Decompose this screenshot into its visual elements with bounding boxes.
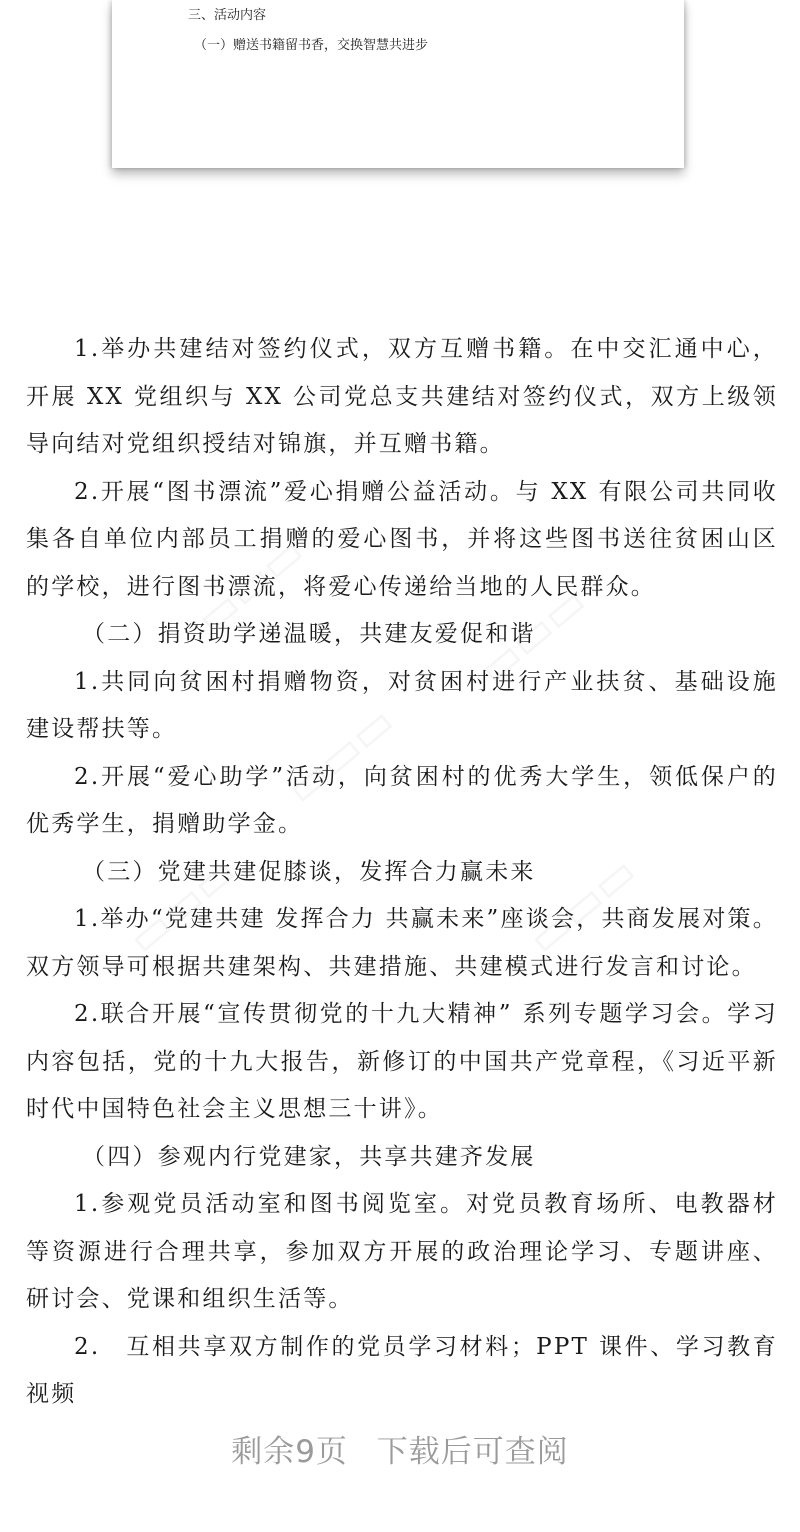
paragraph: 2.开展“图书漂流”爱心捐赠公益活动。与 XX 有限公司共同收集各自单位内部员工捐赠的爱心图书，并将这些图书送往贫困山区的学校，进行图书漂流，将爱心传递给当地的人民群众。 xyxy=(26,478,778,600)
paragraph: 2. 互相共享双方制作的党员学习材料；PPT 课件、学习教育视频 xyxy=(26,1333,778,1407)
remaining-pages-text: 剩余9页 xyxy=(231,1434,348,1470)
subsection-heading: （一）赠送书籍留书香，交换智慧共进步 xyxy=(194,38,429,53)
remaining-pages-banner[interactable] xyxy=(0,1426,800,1471)
document-body xyxy=(26,326,778,1419)
watermark-graphic: ▭▭▭ xyxy=(468,575,597,696)
page-preview-card xyxy=(112,0,684,168)
paragraph: 1.举办“党建共建 发挥合力 共赢未来”座谈会，共商发展对策。双方领导可根据共建架构、共建措施、共建模式进行发言和讨论。 xyxy=(26,906,778,980)
paragraph: 1.参观党员活动室和图书阅览室。对党员教育场所、电教器材等资源进行合理共享，参加双方开展的政治理论学习、专题讲座、研讨会、党课和组织生活等。 xyxy=(26,1191,778,1312)
subsection-title: （四）参观内行党建家，共享共建齐发展 xyxy=(82,1143,536,1170)
paragraph: 1.举办共建结对签约仪式，双方互赠书籍。在中交汇通中心，开展 XX 党组织与 XX 公司党总支共建结对签约仪式，双方上级领导向结对党组织授结对锦旗，并互赠书籍。 xyxy=(26,336,778,457)
watermark-graphic: ▭▭▭ xyxy=(518,845,647,966)
section-heading: 三、活动内容 xyxy=(188,8,267,23)
watermark-graphic: ▭▭▭ xyxy=(186,525,315,646)
paragraph: 1.共同向贫困村捐赠物资，对贫困村进行产业扶贫、基础设施建设帮扶等。 xyxy=(26,668,778,742)
subsection-title: （三）党建共建促膝谈，发挥合力赢未来 xyxy=(82,858,536,885)
download-hint-text: 下载后可查阅 xyxy=(376,1434,569,1470)
paragraph: 2.开展“爱心助学”活动，向贫困村的优秀大学生，领低保户的优秀学生，捐赠助学金。 xyxy=(26,763,778,837)
watermark-graphic: ▭▭▭ xyxy=(118,845,247,966)
watermark-graphic: ▭▭▭ xyxy=(276,695,405,816)
paragraph: 2.联合开展“宣传贯彻党的十九大精神” 系列专题学习会。学习内容包括，党的十九大报告，新修订的中国共产党章程，《习近平新时代中国特色社会主义思想三十讲》。 xyxy=(26,1001,778,1122)
subsection-title: （二）捐资助学递温暖，共建友爱促和谐 xyxy=(82,621,536,647)
